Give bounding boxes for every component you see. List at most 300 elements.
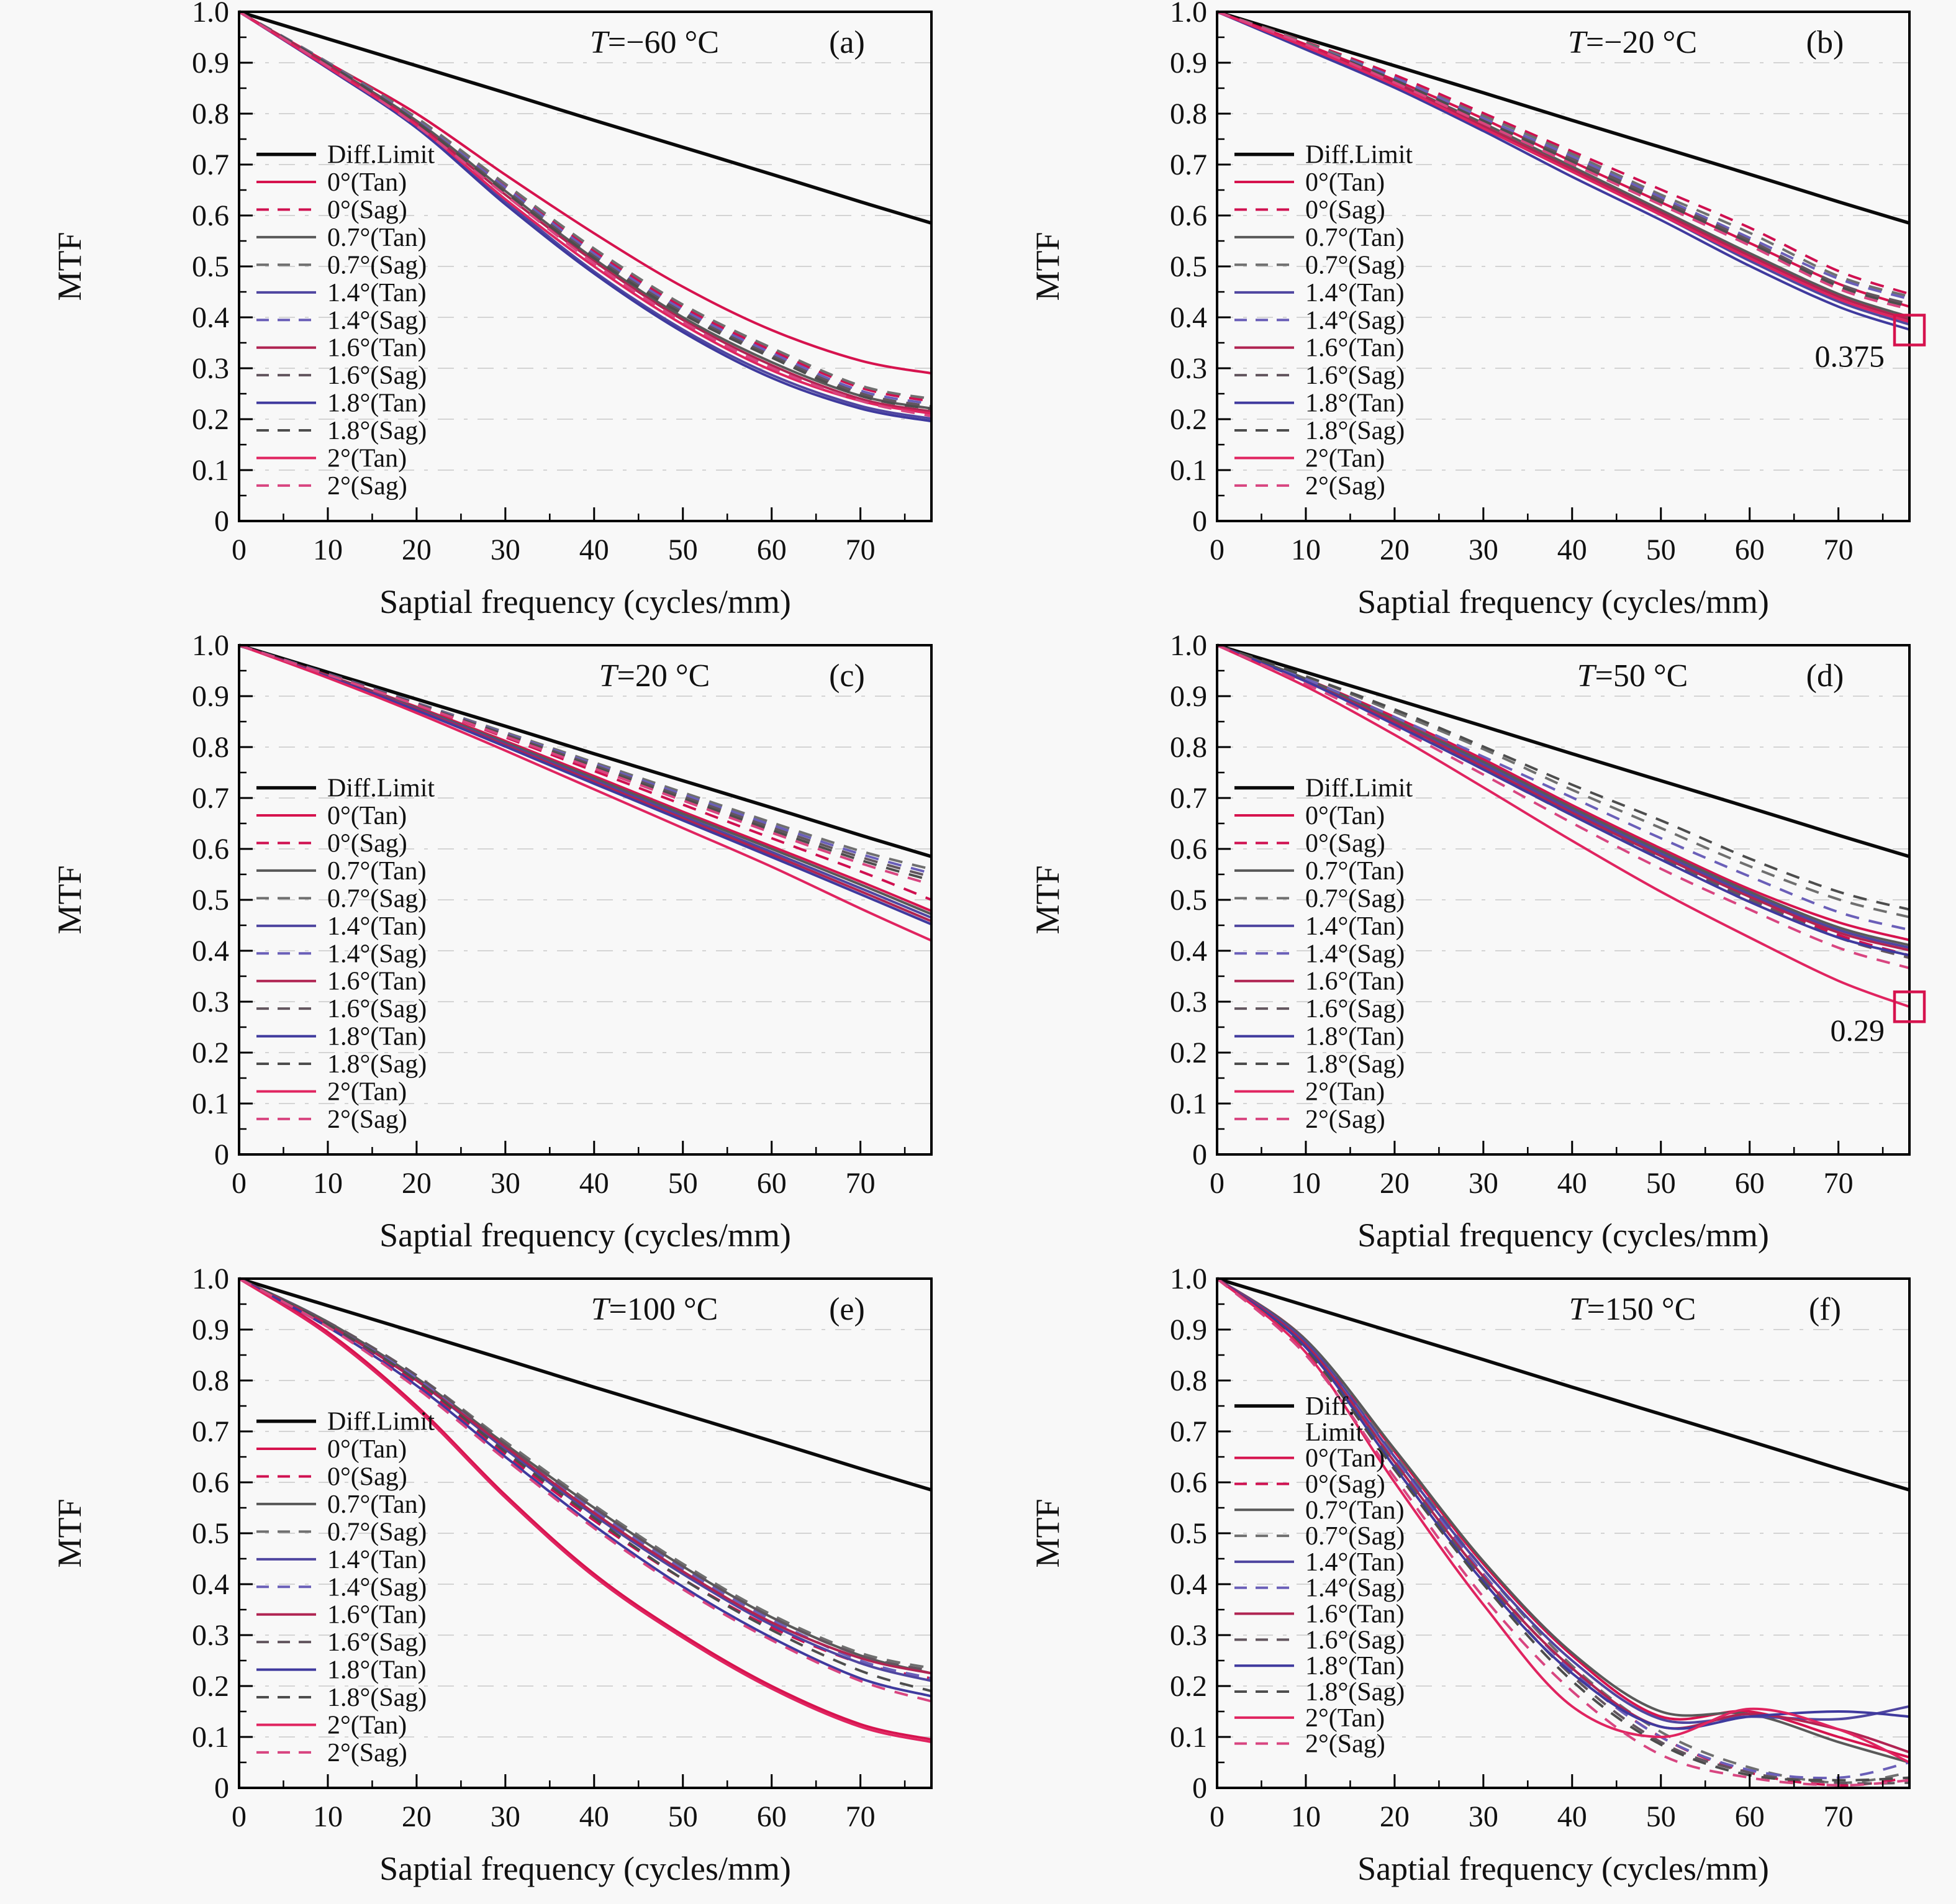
panel-title: T=100 °C [591, 1292, 718, 1327]
legend-item-s18 [256, 1050, 427, 1079]
panel-title: T=−60 °C [589, 25, 720, 60]
legend-item-s14 [1234, 940, 1405, 968]
panel-title: T=50 °C [1577, 658, 1688, 694]
x-tick-label: 20 [401, 1800, 432, 1833]
y-tick-label: 1.0 [192, 1, 229, 29]
legend-item-s07 [256, 1518, 427, 1546]
legend-item-t16 [1234, 334, 1405, 363]
legend-label: Diff.Limit [327, 140, 435, 170]
legend-label: 2°(Tan) [327, 1077, 407, 1107]
y-tick-label: 0.9 [1170, 680, 1207, 713]
y-tick-label: 0.3 [1170, 1619, 1207, 1652]
legend-item-s07 [256, 251, 427, 279]
y-tick-label: 0.9 [192, 1313, 229, 1346]
y-tick-label: 0 [1192, 505, 1207, 538]
y-tick-label: 0.6 [192, 1466, 229, 1499]
legend-label: 0°(Sag) [1305, 829, 1385, 858]
legend-label: 2°(Tan) [327, 1711, 407, 1740]
y-tick-label: 0.2 [1170, 1670, 1207, 1703]
y-tick-label: 0.6 [192, 199, 229, 232]
legend-label: 1.4°(Sag) [327, 940, 427, 969]
x-tick-label: 70 [845, 533, 876, 566]
legend-label: 1.6°(Sag) [327, 361, 427, 391]
legend-item-t07 [256, 1490, 427, 1519]
legend-item-s18 [256, 417, 427, 445]
x-tick-label: 10 [312, 1800, 343, 1833]
panel-f-chart [978, 1267, 1956, 1901]
y-tick-label: 0.1 [1170, 454, 1207, 487]
legend-item-s2 [256, 472, 407, 501]
legend-label: 1.4°(Sag) [327, 1573, 427, 1602]
legend-item-t2 [256, 444, 407, 473]
x-tick-label: 70 [1823, 1167, 1854, 1200]
legend-item-s07 [256, 884, 427, 913]
x-tick-label: 20 [401, 533, 432, 566]
legend-item-s0 [256, 1462, 407, 1491]
legend-item-s2 [256, 1739, 407, 1767]
legend-item-s18 [1234, 417, 1405, 445]
legend-item-t16 [256, 1601, 427, 1630]
legend-item-t0 [256, 802, 407, 830]
y-tick-label: 0 [214, 1772, 229, 1805]
x-axis-label: Saptial frequency (cycles/mm) [1357, 583, 1769, 620]
legend-label: 1.6°(Tan) [327, 1600, 427, 1630]
y-tick-label: 0.9 [1170, 1313, 1207, 1346]
legend-label: 0.7°(Sag) [1305, 1522, 1405, 1551]
x-axis-label: Saptial frequency (cycles/mm) [379, 1850, 791, 1887]
legend-item-t2 [256, 1077, 407, 1106]
y-tick-label: 1.0 [1170, 1267, 1207, 1295]
y-tick-label: 0.9 [192, 47, 229, 79]
legend-label: 2°(Sag) [1305, 1105, 1385, 1134]
y-tick-label: 0.3 [1170, 352, 1207, 385]
legend-item-s0 [1234, 196, 1385, 224]
legend-label: 1.6°(Tan) [327, 967, 427, 996]
legend-label: 2°(Sag) [327, 1105, 407, 1134]
legend-item-s18 [1234, 1678, 1405, 1707]
x-tick-label: 30 [1468, 1800, 1498, 1833]
legend-item-t14 [256, 279, 427, 307]
y-axis-label: MTF [51, 865, 88, 935]
legend-label: Diff. [1305, 1392, 1355, 1421]
y-tick-label: 0.4 [1170, 301, 1207, 334]
x-tick-label: 50 [668, 1167, 698, 1200]
x-tick-label: 0 [1210, 533, 1225, 566]
legend-label: 1.6°(Tan) [1305, 1600, 1405, 1629]
y-tick-label: 0.7 [192, 1415, 229, 1448]
y-tick-label: 0.1 [192, 454, 229, 487]
x-axis-label: Saptial frequency (cycles/mm) [1357, 1217, 1769, 1254]
y-tick-label: 0.8 [192, 731, 229, 764]
legend-item-s14 [256, 306, 427, 335]
legend-label: Diff.Limit [327, 1407, 435, 1436]
legend-item-t2 [1234, 1704, 1385, 1733]
legend-label: 1.8°(Tan) [327, 1022, 427, 1051]
legend-item-t0 [1234, 1444, 1385, 1473]
legend-label: 0.7°(Tan) [1305, 856, 1405, 886]
y-tick-label: 0.8 [1170, 1364, 1207, 1397]
x-tick-label: 0 [232, 1800, 247, 1833]
legend-label: 1.6°(Sag) [327, 1628, 427, 1657]
y-axis-label: MTF [1029, 232, 1066, 301]
legend-item-t2 [1234, 444, 1385, 473]
y-tick-label: 0 [1192, 1772, 1207, 1805]
panel-tag: (c) [829, 658, 865, 694]
legend-label: 2°(Sag) [1305, 471, 1385, 501]
x-tick-label: 40 [579, 533, 609, 566]
legend-label: 0.7°(Tan) [327, 1490, 427, 1519]
annotation-value: 0.375 [1814, 338, 1885, 374]
legend-label: 0°(Tan) [327, 1435, 407, 1464]
y-tick-label: 0.2 [192, 403, 229, 436]
x-tick-label: 20 [1379, 1800, 1410, 1833]
y-tick-label: 0.6 [192, 833, 229, 866]
x-tick-label: 30 [490, 1167, 520, 1200]
legend-item-t07 [1234, 857, 1405, 886]
legend-label: 1.4°(Tan) [1305, 1548, 1405, 1577]
x-tick-label: 10 [1290, 1167, 1321, 1200]
x-tick-label: 60 [756, 1167, 787, 1200]
x-tick-label: 30 [490, 1800, 520, 1833]
legend-item-s14 [256, 1573, 427, 1602]
legend-label: 1.8°(Tan) [327, 389, 427, 418]
y-tick-label: 0.6 [1170, 833, 1207, 866]
legend-label: 1.6°(Tan) [327, 333, 427, 363]
x-tick-label: 60 [1734, 1800, 1765, 1833]
legend-item-s2 [1234, 1730, 1385, 1759]
x-tick-label: 60 [1734, 1167, 1765, 1200]
y-tick-label: 0.5 [1170, 250, 1207, 283]
x-tick-label: 50 [1646, 1800, 1676, 1833]
y-axis-label: MTF [1029, 865, 1066, 935]
x-tick-label: 40 [579, 1800, 609, 1833]
y-tick-label: 0.7 [192, 148, 229, 181]
legend-item-t07 [1234, 1496, 1405, 1525]
x-tick-label: 70 [845, 1167, 876, 1200]
legend-label: 1.6°(Tan) [1305, 967, 1405, 996]
x-tick-label: 70 [1823, 1800, 1854, 1833]
legend-item-s14 [1234, 306, 1405, 335]
legend-item-t14 [1234, 279, 1405, 307]
x-tick-label: 0 [1210, 1800, 1225, 1833]
legend-label: 0.7°(Tan) [1305, 223, 1405, 252]
panel-f [978, 1267, 1956, 1901]
y-tick-label: 0.6 [1170, 1466, 1207, 1499]
legend-label: 1.4°(Sag) [327, 306, 427, 335]
legend-item-t16 [1234, 1600, 1405, 1629]
legend-item-t07 [256, 857, 427, 886]
legend-item-s2 [1234, 1105, 1385, 1134]
legend-item-s0 [256, 829, 407, 858]
x-tick-label: 20 [1379, 1167, 1410, 1200]
legend-label: 1.8°(Tan) [1305, 1652, 1405, 1681]
legend-label: 0°(Tan) [327, 802, 407, 831]
x-tick-label: 10 [312, 1167, 343, 1200]
legend-item-t18 [256, 1656, 427, 1685]
legend-item-s16 [256, 995, 427, 1023]
y-tick-label: 0.7 [192, 782, 229, 815]
legend-label: 0.7°(Sag) [327, 884, 427, 913]
legend-item-s07 [1234, 1522, 1405, 1551]
legend-item-s2 [1234, 472, 1385, 501]
legend-item-s0 [1234, 1470, 1385, 1498]
legend-item-s16 [256, 1628, 427, 1657]
legend-item-s0 [256, 196, 407, 224]
legend-item-s18 [1234, 1050, 1405, 1079]
panel-tag: (d) [1806, 658, 1844, 694]
y-tick-label: 0.1 [192, 1087, 229, 1120]
y-tick-label: 0.4 [1170, 935, 1207, 968]
legend-item-t2 [256, 1711, 407, 1739]
legend-label: 0.7°(Sag) [1305, 884, 1405, 913]
legend-label: 1.8°(Sag) [327, 1684, 427, 1713]
y-tick-label: 0.2 [192, 1670, 229, 1703]
x-tick-label: 50 [668, 533, 698, 566]
legend-label: 0°(Sag) [327, 196, 407, 225]
y-tick-label: 0.4 [1170, 1568, 1207, 1601]
legend-label: 0.7°(Tan) [327, 223, 427, 252]
panel-e [0, 1267, 978, 1901]
y-tick-label: 0 [214, 1138, 229, 1171]
y-tick-label: 0.8 [192, 97, 229, 130]
y-tick-label: 0.4 [192, 935, 229, 968]
x-tick-label: 60 [756, 1800, 787, 1833]
x-tick-label: 30 [1468, 1167, 1498, 1200]
legend-label: 1.8°(Sag) [1305, 1050, 1405, 1079]
y-tick-label: 0.4 [192, 301, 229, 334]
y-tick-label: 0.9 [192, 680, 229, 713]
y-tick-label: 0.5 [1170, 884, 1207, 917]
panel-b [978, 1, 1956, 634]
legend-item-t18 [1234, 389, 1405, 418]
x-tick-label: 50 [1646, 533, 1676, 566]
y-axis-label: MTF [1029, 1498, 1066, 1568]
x-axis-label: Saptial frequency (cycles/mm) [379, 583, 791, 620]
y-tick-label: 0.7 [1170, 1415, 1207, 1448]
y-tick-label: 0.1 [1170, 1721, 1207, 1754]
legend-label: 1.4°(Tan) [327, 912, 427, 941]
legend-item-s07 [1234, 884, 1405, 913]
panel-b-chart [978, 1, 1956, 634]
x-tick-label: 70 [845, 1800, 876, 1833]
panel-a-chart [0, 1, 978, 634]
x-tick-label: 0 [1210, 1167, 1225, 1200]
legend-label: 1.4°(Tan) [327, 1545, 427, 1574]
y-tick-label: 0 [214, 505, 229, 538]
legend-label: 1.8°(Tan) [327, 1656, 427, 1685]
panel-tag: (f) [1808, 1292, 1841, 1327]
x-tick-label: 20 [1379, 533, 1410, 566]
legend-item-t07 [256, 224, 427, 252]
x-tick-label: 30 [490, 533, 520, 566]
y-tick-label: 0.9 [1170, 47, 1207, 79]
legend-label: 1.4°(Tan) [1305, 278, 1405, 307]
x-tick-label: 20 [401, 1167, 432, 1200]
y-tick-label: 0 [1192, 1138, 1207, 1171]
x-tick-label: 40 [1557, 1167, 1587, 1200]
y-tick-label: 0.6 [1170, 199, 1207, 232]
panel-tag: (a) [829, 25, 865, 60]
y-tick-label: 0.2 [1170, 403, 1207, 436]
legend-label: 1.4°(Tan) [1305, 912, 1405, 941]
legend-label: 0°(Sag) [327, 1462, 407, 1492]
legend-label: 0°(Tan) [327, 168, 407, 197]
panel-title: T=20 °C [599, 658, 710, 694]
y-tick-label: 0.2 [192, 1036, 229, 1069]
legend-label: 0°(Sag) [1305, 196, 1385, 225]
legend-label: 1.6°(Sag) [1305, 1626, 1405, 1655]
x-tick-label: 0 [232, 533, 247, 566]
legend-item-t2 [1234, 1077, 1385, 1106]
legend-item-t0 [1234, 168, 1385, 197]
x-tick-label: 10 [312, 533, 343, 566]
x-axis-label: Saptial frequency (cycles/mm) [1357, 1850, 1769, 1887]
panel-a [0, 1, 978, 634]
legend-item-s16 [1234, 1626, 1405, 1654]
legend-label: 1.8°(Sag) [327, 417, 427, 446]
y-tick-label: 0.8 [1170, 97, 1207, 130]
legend-item-s14 [1234, 1574, 1405, 1603]
x-tick-label: 40 [1557, 1800, 1587, 1833]
legend-label: 0°(Tan) [1305, 168, 1385, 197]
y-tick-label: 0.3 [192, 1619, 229, 1652]
legend-label: 2°(Tan) [327, 444, 407, 473]
legend-item-s2 [256, 1105, 407, 1134]
legend-label: Diff.Limit [327, 774, 435, 803]
legend-item-t16 [256, 968, 427, 996]
annotation-value: 0.29 [1830, 1013, 1885, 1048]
x-tick-label: 40 [1557, 533, 1587, 566]
legend-label: 1.6°(Tan) [1305, 333, 1405, 363]
y-tick-label: 0.5 [192, 1517, 229, 1550]
legend-item-t16 [256, 334, 427, 363]
legend-item-s0 [1234, 829, 1385, 858]
x-tick-label: 10 [1290, 1800, 1321, 1833]
legend-item-s18 [256, 1684, 427, 1712]
legend-item-s16 [1234, 995, 1405, 1023]
x-tick-label: 40 [579, 1167, 609, 1200]
legend-item-t14 [1234, 1548, 1405, 1577]
legend-item-t18 [1234, 1652, 1405, 1680]
legend-label: 0.7°(Sag) [327, 251, 427, 280]
legend-label: 0.7°(Tan) [327, 856, 427, 886]
legend-item-s14 [256, 940, 427, 968]
legend-label: 1.8°(Sag) [1305, 1678, 1405, 1707]
legend-item-s16 [1234, 361, 1405, 390]
legend-label: 1.4°(Tan) [327, 278, 427, 307]
legend-item-t18 [256, 389, 427, 418]
legend-item-diff [1234, 1392, 1364, 1447]
y-tick-label: 1.0 [192, 1267, 229, 1295]
y-axis-label: MTF [51, 1498, 88, 1568]
legend-label: 2°(Sag) [1305, 1729, 1385, 1759]
y-tick-label: 0.2 [1170, 1036, 1207, 1069]
x-tick-label: 60 [756, 533, 787, 566]
panel-tag: (b) [1806, 25, 1844, 60]
legend-label: 1.6°(Sag) [1305, 361, 1405, 391]
legend-item-t16 [1234, 968, 1405, 996]
legend-item-t18 [256, 1023, 427, 1051]
legend-label: 1.4°(Sag) [1305, 306, 1405, 335]
legend-label: 0.7°(Sag) [327, 1518, 427, 1547]
legend-label: 1.8°(Sag) [327, 1050, 427, 1079]
x-tick-label: 0 [232, 1167, 247, 1200]
legend-item-t14 [256, 1546, 427, 1574]
y-tick-label: 0.5 [1170, 1517, 1207, 1550]
legend-item-t18 [1234, 1023, 1405, 1051]
panel-d-chart [978, 634, 1956, 1267]
legend-item-t0 [256, 1435, 407, 1464]
y-tick-label: 0.8 [192, 1364, 229, 1397]
legend-item-t0 [256, 168, 407, 197]
y-tick-label: 0.7 [1170, 148, 1207, 181]
y-tick-label: 0.3 [192, 352, 229, 385]
panel-tag: (e) [829, 1292, 865, 1327]
x-tick-label: 50 [1646, 1167, 1676, 1200]
legend-label: 1.4°(Sag) [1305, 940, 1405, 969]
panel-d [978, 634, 1956, 1267]
legend-label: 2°(Tan) [1305, 1077, 1385, 1107]
legend-label: 1.8°(Tan) [1305, 389, 1405, 418]
y-tick-label: 0.8 [1170, 731, 1207, 764]
panel-title: T=−20 °C [1567, 25, 1698, 60]
panel-e-chart [0, 1267, 978, 1901]
legend-label: Limit [1305, 1418, 1364, 1447]
x-tick-label: 50 [668, 1800, 698, 1833]
legend-item-t07 [1234, 224, 1405, 252]
y-tick-label: 0.7 [1170, 782, 1207, 815]
x-tick-label: 70 [1823, 533, 1854, 566]
y-tick-label: 0.1 [192, 1721, 229, 1754]
x-tick-label: 10 [1290, 533, 1321, 566]
legend-label: 1.8°(Tan) [1305, 1022, 1405, 1051]
legend-label: 2°(Sag) [327, 471, 407, 501]
legend-label: 1.8°(Sag) [1305, 417, 1405, 446]
y-tick-label: 0.1 [1170, 1087, 1207, 1120]
legend-label: 2°(Sag) [327, 1738, 407, 1767]
legend-item-t0 [1234, 802, 1385, 830]
legend-label: 0°(Sag) [327, 829, 407, 858]
legend-label: 0.7°(Sag) [1305, 251, 1405, 280]
y-tick-label: 0.3 [192, 986, 229, 1018]
x-axis-label: Saptial frequency (cycles/mm) [379, 1217, 791, 1254]
legend-label: 0°(Tan) [1305, 1444, 1385, 1473]
legend-label: Diff.Limit [1305, 140, 1413, 170]
x-tick-label: 30 [1468, 533, 1498, 566]
legend-label: 0.7°(Tan) [1305, 1496, 1405, 1525]
y-axis-label: MTF [51, 232, 88, 301]
y-tick-label: 0.4 [192, 1568, 229, 1601]
legend-item-s16 [256, 361, 427, 390]
y-tick-label: 0.5 [192, 250, 229, 283]
legend-label: 2°(Tan) [1305, 1703, 1385, 1733]
legend-label: 2°(Tan) [1305, 444, 1385, 473]
y-tick-label: 1.0 [1170, 634, 1207, 662]
legend-label: 1.6°(Sag) [327, 995, 427, 1024]
panel-title: T=150 °C [1569, 1292, 1696, 1327]
legend-label: 1.4°(Sag) [1305, 1574, 1405, 1603]
y-tick-label: 1.0 [192, 634, 229, 662]
legend-label: 0°(Tan) [1305, 802, 1385, 831]
y-tick-label: 0.5 [192, 884, 229, 917]
legend-item-t14 [1234, 912, 1405, 941]
legend-label: Diff.Limit [1305, 774, 1413, 803]
y-tick-label: 0.3 [1170, 986, 1207, 1018]
legend-item-s07 [1234, 251, 1405, 279]
panel-c [0, 634, 978, 1267]
x-tick-label: 60 [1734, 533, 1765, 566]
y-tick-label: 1.0 [1170, 1, 1207, 29]
